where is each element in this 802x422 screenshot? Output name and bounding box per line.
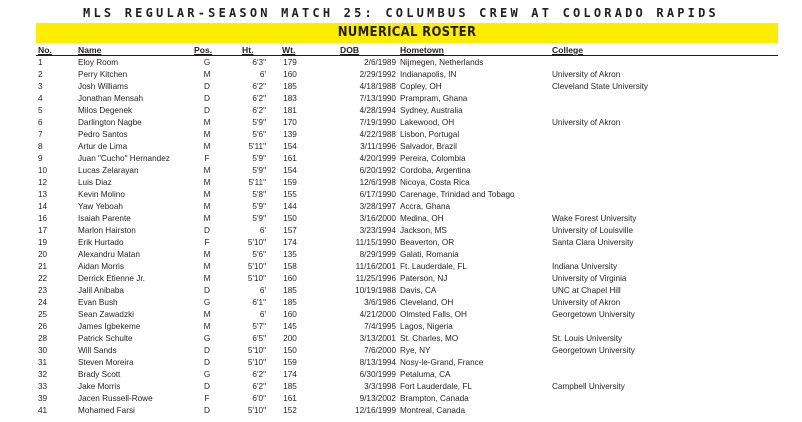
- player-number: 20: [38, 250, 48, 259]
- player-hometown: Ft. Lauderdale, FL: [400, 262, 467, 271]
- player-weight: 170: [283, 118, 297, 127]
- player-number: 9: [38, 154, 43, 163]
- player-height: 5'9": [252, 118, 266, 127]
- roster-banner: NUMERICAL ROSTER: [36, 23, 778, 43]
- player-position: M: [203, 310, 211, 319]
- player-name: Evan Bush: [78, 298, 118, 307]
- player-dob: 12/16/1999: [355, 406, 396, 415]
- player-weight: 154: [283, 142, 297, 151]
- player-position: M: [203, 118, 211, 127]
- player-hometown: Paterson, NJ: [400, 274, 448, 283]
- player-college: University of Akron: [552, 70, 621, 79]
- player-height: 6': [259, 286, 266, 295]
- player-hometown: Nijmegen, Netherlands: [400, 58, 484, 67]
- player-weight: 135: [283, 250, 297, 259]
- player-hometown: Jackson, MS: [400, 226, 447, 235]
- player-weight: 144: [283, 202, 297, 211]
- player-dob: 7/6/2000: [364, 346, 396, 355]
- player-position: M: [203, 190, 211, 199]
- player-height: 6'2": [252, 106, 266, 115]
- player-hometown: Galati, Romania: [400, 250, 459, 259]
- player-height: 5'10": [247, 238, 266, 247]
- table-row: [36, 381, 778, 393]
- player-weight: 159: [283, 358, 297, 367]
- table-row: [36, 309, 778, 321]
- player-position: F: [204, 238, 210, 247]
- player-weight: 152: [283, 406, 297, 415]
- player-position: D: [204, 406, 210, 415]
- player-weight: 139: [283, 130, 297, 139]
- player-weight: 200: [283, 334, 297, 343]
- player-number: 5: [38, 106, 43, 115]
- player-height: 5'9": [252, 166, 266, 175]
- player-college: Cleveland State University: [552, 82, 649, 91]
- player-name: Derrick Etienne Jr.: [78, 274, 145, 283]
- player-height: 5'10": [247, 406, 266, 415]
- player-college: Wake Forest University: [552, 214, 637, 223]
- player-number: 3: [38, 82, 43, 91]
- player-hometown: Fort Lauderdale, FL: [400, 382, 472, 391]
- roster-table: [36, 57, 778, 417]
- player-position: G: [203, 334, 211, 343]
- player-hometown: Rye, NY: [400, 346, 431, 355]
- player-hometown: Nicoya, Costa Rica: [400, 178, 470, 187]
- player-number: 7: [38, 130, 43, 139]
- player-hometown: Brampton, Canada: [400, 394, 469, 403]
- player-hometown: Pereira, Colombia: [400, 154, 466, 163]
- player-number: 41: [38, 406, 48, 415]
- player-position: D: [204, 226, 210, 235]
- player-position: D: [204, 382, 210, 391]
- player-dob: 8/29/1999: [359, 250, 396, 259]
- player-weight: 185: [283, 298, 297, 307]
- player-height: 5'6": [252, 250, 266, 259]
- table-row: [36, 201, 778, 213]
- player-weight: 154: [283, 166, 297, 175]
- player-hometown: Nosy-le-Grand, France: [400, 358, 484, 367]
- player-height: 5'7": [252, 322, 266, 331]
- table-row: [36, 213, 778, 225]
- player-number: 12: [38, 178, 48, 187]
- player-number: 10: [38, 166, 48, 175]
- table-row: [36, 369, 778, 381]
- player-position: M: [203, 214, 211, 223]
- player-weight: 185: [283, 382, 297, 391]
- player-college: St. Louis University: [552, 334, 623, 343]
- player-weight: 185: [283, 286, 297, 295]
- player-dob: 11/15/1990: [355, 238, 396, 247]
- player-weight: 150: [283, 346, 297, 355]
- player-number: 23: [38, 286, 48, 295]
- document-title: MLS REGULAR-SEASON MATCH 25: COLUMBUS CREW AT COLORADO RAPIDS: [83, 6, 719, 20]
- player-weight: 145: [283, 322, 297, 331]
- player-position: D: [204, 346, 210, 355]
- table-row: [36, 69, 778, 81]
- player-number: 2: [38, 70, 43, 79]
- player-name: Yaw Yeboah: [78, 202, 123, 211]
- player-dob: 4/21/2000: [359, 310, 396, 319]
- player-dob: 7/19/1990: [359, 118, 396, 127]
- header-college: College: [552, 45, 584, 55]
- player-name: Jacen Russell-Rowe: [78, 394, 153, 403]
- player-weight: 161: [283, 154, 297, 163]
- header-pos: Pos.: [194, 45, 213, 55]
- player-name: Brady Scott: [78, 370, 121, 379]
- table-row: [36, 357, 778, 369]
- player-name: Marlon Hairston: [78, 226, 136, 235]
- player-height: 5'10": [247, 358, 266, 367]
- player-college: UNC at Chapel Hill: [552, 286, 621, 295]
- player-height: 6'2": [252, 370, 266, 379]
- player-hometown: Cordoba, Argentina: [400, 166, 471, 175]
- player-dob: 11/25/1996: [355, 274, 396, 283]
- header-ht: Ht.: [242, 45, 254, 55]
- player-weight: 174: [283, 238, 297, 247]
- player-name: Patrick Schulte: [78, 334, 133, 343]
- player-position: M: [203, 250, 211, 259]
- player-dob: 3/16/2000: [359, 214, 396, 223]
- player-position: M: [203, 178, 211, 187]
- player-name: Steven Moreira: [78, 358, 134, 367]
- player-dob: 3/13/2001: [359, 334, 396, 343]
- table-row: [36, 261, 778, 273]
- player-dob: 3/3/1998: [364, 382, 396, 391]
- player-dob: 6/17/1990: [359, 190, 396, 199]
- player-name: Sean Zawadzki: [78, 310, 134, 319]
- player-college: Santa Clara University: [552, 238, 634, 247]
- player-number: 22: [38, 274, 48, 283]
- player-dob: 3/11/1996: [360, 142, 396, 151]
- player-college: Campbell University: [552, 382, 625, 391]
- player-dob: 6/30/1999: [359, 370, 396, 379]
- player-position: D: [204, 82, 210, 91]
- player-name: James Igbekeme: [78, 322, 141, 331]
- player-number: 4: [38, 94, 43, 103]
- player-dob: 2/29/1992: [359, 70, 396, 79]
- player-height: 6': [259, 226, 266, 235]
- player-weight: 161: [283, 394, 297, 403]
- player-number: 39: [38, 394, 48, 403]
- player-hometown: Beaverton, OR: [400, 238, 455, 247]
- table-row: [36, 345, 778, 357]
- player-dob: 11/16/2001: [355, 262, 396, 271]
- player-height: 6'3": [252, 58, 266, 67]
- table-row: [36, 393, 778, 405]
- player-position: M: [203, 262, 211, 271]
- player-college: Georgetown University: [552, 310, 635, 319]
- player-name: Pedro Santos: [78, 130, 128, 139]
- player-college: University of Virginia: [552, 274, 627, 283]
- player-dob: 4/20/1999: [359, 154, 396, 163]
- table-row: [36, 81, 778, 93]
- player-height: 6'1": [252, 298, 266, 307]
- player-name: Jonathan Mensah: [78, 94, 144, 103]
- player-dob: 4/18/1988: [359, 82, 396, 91]
- player-hometown: Olmsted Falls, OH: [400, 310, 467, 319]
- player-height: 6'2": [252, 94, 266, 103]
- player-hometown: Montreal, Canada: [400, 406, 466, 415]
- player-name: Isaiah Parente: [78, 214, 131, 223]
- table-row: [36, 189, 778, 201]
- player-height: 5'9": [252, 214, 266, 223]
- player-name: Kevin Molino: [78, 190, 125, 199]
- player-number: 26: [38, 322, 48, 331]
- table-row: [36, 297, 778, 309]
- player-name: Juan "Cucho" Hernandez: [78, 154, 170, 163]
- player-name: Erik Hurtado: [78, 238, 124, 247]
- player-number: 21: [38, 262, 48, 271]
- table-row: [36, 57, 778, 69]
- table-row: [36, 129, 778, 141]
- table-row: [36, 225, 778, 237]
- player-position: G: [203, 370, 211, 379]
- player-position: M: [203, 166, 211, 175]
- player-dob: 9/13/2002: [359, 394, 396, 403]
- player-position: M: [203, 70, 211, 79]
- player-number: 14: [38, 202, 48, 211]
- player-hometown: Petaluma, CA: [400, 370, 451, 379]
- player-number: 25: [38, 310, 48, 319]
- player-number: 31: [38, 358, 48, 367]
- player-number: 19: [38, 238, 48, 247]
- player-name: Josh Williams: [78, 82, 129, 91]
- player-height: 5'10": [247, 262, 266, 271]
- table-row: [36, 321, 778, 333]
- player-dob: 7/13/1990: [359, 94, 396, 103]
- table-row: [36, 285, 778, 297]
- player-weight: 160: [283, 274, 297, 283]
- player-dob: 3/23/1994: [359, 226, 396, 235]
- table-row: [36, 117, 778, 129]
- player-number: 8: [38, 142, 43, 151]
- player-height: 5'8": [252, 190, 266, 199]
- player-number: 28: [38, 334, 48, 343]
- player-college: Georgetown University: [552, 346, 635, 355]
- player-name: Jake Morris: [78, 382, 121, 391]
- player-number: 13: [38, 190, 48, 199]
- player-number: 24: [38, 298, 48, 307]
- player-hometown: Salvador, Brazil: [400, 142, 457, 151]
- header-no: No.: [38, 45, 52, 55]
- header-name: Name: [78, 45, 102, 55]
- table-row: [36, 405, 778, 417]
- player-position: D: [204, 106, 210, 115]
- player-hometown: Lakewood, OH: [400, 118, 455, 127]
- player-hometown: Cleveland, OH: [400, 298, 454, 307]
- header-dob: DOB: [340, 45, 360, 55]
- player-position: F: [204, 154, 210, 163]
- player-position: D: [204, 94, 210, 103]
- player-weight: 155: [283, 190, 297, 199]
- player-name: Perry Kitchen: [78, 70, 128, 79]
- player-position: D: [204, 286, 210, 295]
- player-hometown: Prampram, Ghana: [400, 94, 468, 103]
- player-height: 5'9": [252, 202, 266, 211]
- player-hometown: Indianapolis, IN: [400, 70, 457, 79]
- player-number: 6: [38, 118, 43, 127]
- player-number: 33: [38, 382, 48, 391]
- player-height: 5'9": [252, 154, 266, 163]
- player-height: 5'11": [248, 142, 266, 151]
- player-height: 6'2": [252, 82, 266, 91]
- player-height: 5'11": [248, 178, 266, 187]
- header-wt: Wt.: [282, 45, 296, 55]
- player-height: 6'5": [252, 334, 266, 343]
- player-name: Eloy Room: [78, 58, 119, 67]
- player-name: Mohamed Farsi: [78, 406, 135, 415]
- player-name: Will Sands: [78, 346, 117, 355]
- player-dob: 6/20/1992: [359, 166, 396, 175]
- table-row: [36, 333, 778, 345]
- player-weight: 150: [283, 214, 297, 223]
- player-name: Milos Degenek: [78, 106, 133, 115]
- player-hometown: Accra, Ghana: [400, 202, 451, 211]
- table-row: [36, 249, 778, 261]
- player-hometown: Medina, OH: [400, 214, 444, 223]
- table-row: [36, 165, 778, 177]
- player-hometown: Carenage, Trinidad and Tobago: [400, 190, 515, 199]
- player-weight: 158: [283, 262, 297, 271]
- player-dob: 10/19/1988: [355, 286, 396, 295]
- player-dob: 3/6/1986: [364, 298, 396, 307]
- player-hometown: Lisbon, Portugal: [400, 130, 460, 139]
- player-position: M: [203, 274, 211, 283]
- player-number: 17: [38, 226, 48, 235]
- player-hometown: St. Charles, MO: [400, 334, 459, 343]
- player-hometown: Lagos, Nigeria: [400, 322, 453, 331]
- player-position: G: [203, 298, 211, 307]
- player-dob: 4/22/1988: [359, 130, 396, 139]
- player-weight: 159: [283, 178, 297, 187]
- player-weight: 157: [283, 226, 297, 235]
- player-position: M: [203, 322, 211, 331]
- header-hometown: Hometown: [400, 45, 444, 55]
- player-weight: 183: [283, 94, 297, 103]
- player-weight: 174: [283, 370, 297, 379]
- player-height: 6': [259, 310, 266, 319]
- player-position: F: [204, 394, 210, 403]
- column-header-row: [36, 45, 778, 56]
- player-name: Artur de Lima: [78, 142, 128, 151]
- player-dob: 12/6/1998: [359, 178, 396, 187]
- player-number: 1: [38, 58, 43, 67]
- table-row: [36, 237, 778, 249]
- player-name: Luis Diaz: [78, 178, 112, 187]
- table-row: [36, 105, 778, 117]
- player-weight: 160: [283, 70, 297, 79]
- player-dob: 3/28/1997: [359, 202, 396, 211]
- player-position: M: [203, 202, 211, 211]
- table-row: [36, 273, 778, 285]
- player-dob: 4/28/1994: [359, 106, 396, 115]
- player-hometown: Copley, OH: [400, 82, 442, 91]
- player-dob: 7/4/1995: [364, 322, 396, 331]
- player-name: Alexandru Matan: [78, 250, 140, 259]
- player-college: University of Akron: [552, 118, 621, 127]
- player-name: Aidan Morris: [78, 262, 124, 271]
- table-row: [36, 153, 778, 165]
- player-weight: 179: [283, 58, 297, 67]
- player-weight: 181: [283, 106, 297, 115]
- player-number: 32: [38, 370, 48, 379]
- player-college: University of Akron: [552, 298, 621, 307]
- player-height: 6'0": [252, 394, 266, 403]
- player-position: M: [203, 130, 211, 139]
- player-height: 6'2": [252, 382, 266, 391]
- player-college: Indiana University: [552, 262, 618, 271]
- player-weight: 160: [283, 310, 297, 319]
- player-position: M: [203, 142, 211, 151]
- table-row: [36, 93, 778, 105]
- player-dob: 8/13/1994: [359, 358, 396, 367]
- player-weight: 185: [283, 82, 297, 91]
- player-position: G: [203, 58, 211, 67]
- player-height: 5'10": [247, 274, 266, 283]
- table-row: [36, 177, 778, 189]
- player-name: Darlington Nagbe: [78, 118, 142, 127]
- player-college: University of Louisville: [552, 226, 633, 235]
- player-number: 30: [38, 346, 48, 355]
- player-dob: 2/6/1989: [364, 58, 396, 67]
- player-height: 5'6": [252, 130, 266, 139]
- player-name: Jalil Anibaba: [78, 286, 124, 295]
- player-hometown: Davis, CA: [400, 286, 437, 295]
- player-height: 5'10": [247, 346, 266, 355]
- table-row: [36, 141, 778, 153]
- player-number: 16: [38, 214, 48, 223]
- player-name: Lucas Zelarayan: [78, 166, 139, 175]
- player-hometown: Sydney, Australia: [400, 106, 463, 115]
- player-height: 6': [259, 70, 266, 79]
- player-position: D: [204, 358, 210, 367]
